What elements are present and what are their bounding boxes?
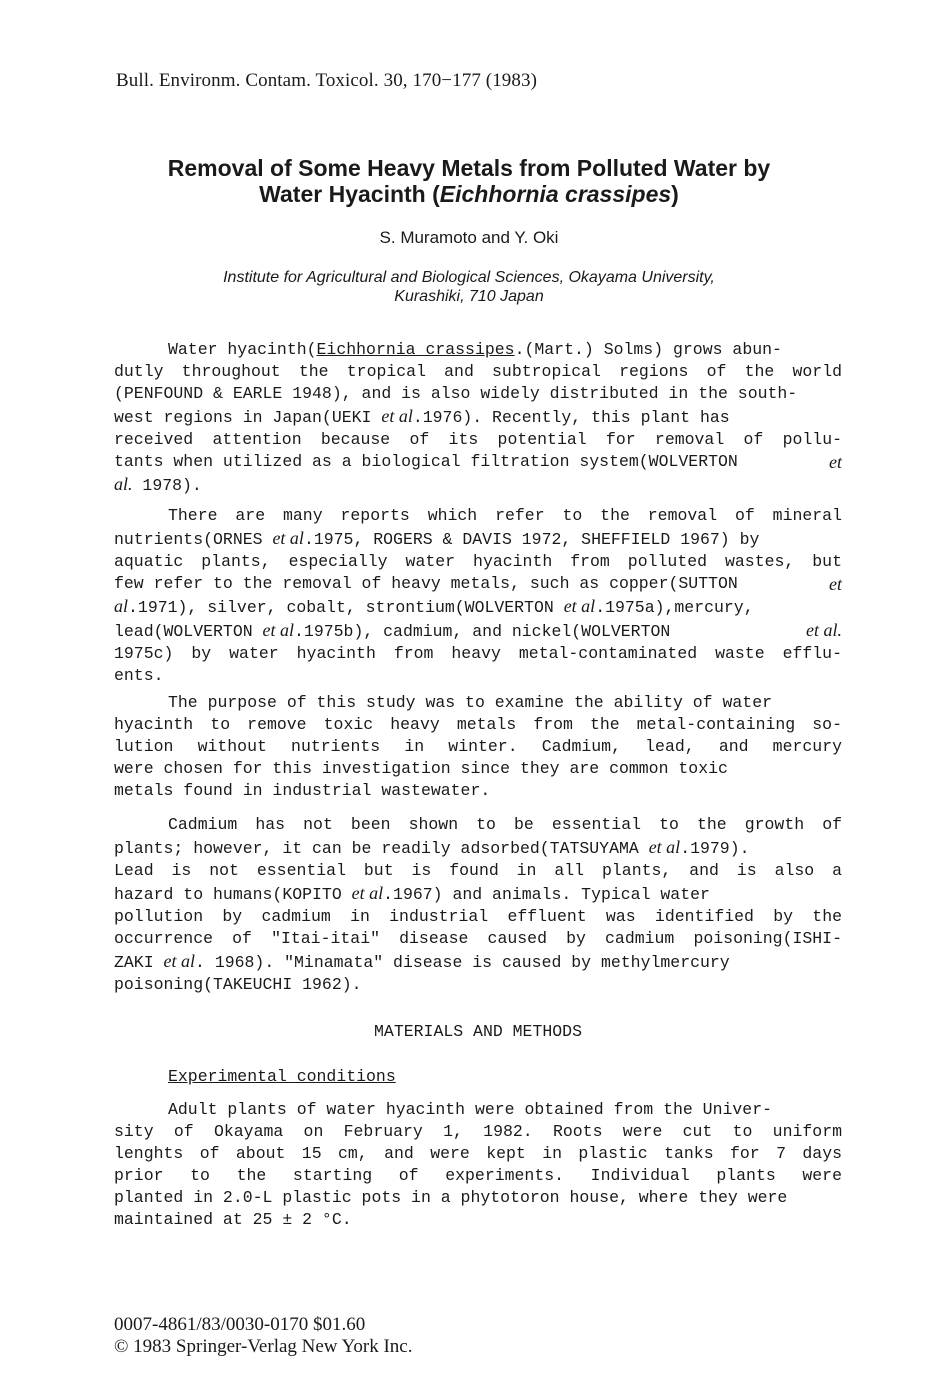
text-line: dutly throughout the tropical and subtropical regions of the world xyxy=(114,362,842,381)
text-line xyxy=(114,619,842,643)
text-line: occurrence of "Itai-itai" disease caused by cadmium poisoning(ISHI- xyxy=(114,929,842,948)
text-line xyxy=(114,595,842,619)
paragraph-literature xyxy=(114,505,842,687)
text-line: were chosen for this investigation since they are common toxic xyxy=(114,759,728,778)
text-line: pollution by cadmium in industrial effluent was identified by the xyxy=(114,907,842,926)
text-line xyxy=(114,836,842,860)
text-line: hyacinth to remove toxic heavy metals from the metal-containing so- xyxy=(114,715,842,734)
text-line: Adult plants of water hyacinth were obtained from the Univer- xyxy=(168,1100,772,1119)
section-heading: MATERIALS AND METHODS xyxy=(374,1022,582,1041)
text-line xyxy=(114,527,842,551)
text-run: nutrients(ORNES xyxy=(114,530,273,549)
text-line: lenghts of about 15 cm, and were kept in plastic tanks for 7 days xyxy=(114,1144,842,1163)
text-run: .1975a),mercury, xyxy=(595,598,754,617)
paper-title xyxy=(60,155,878,207)
text-line: poisoning(TAKEUCHI 1962). xyxy=(114,975,362,994)
text-line xyxy=(114,405,842,429)
price-code: 0007-4861/83/0030-0170 $01.60 xyxy=(114,1314,366,1335)
text-line xyxy=(114,473,842,497)
affiliation-line-2: Kurashiki, 710 Japan xyxy=(394,288,544,305)
page-footer xyxy=(114,1314,412,1358)
text-line: (PENFOUND & EARLE 1948), and is also widely distributed in the south- xyxy=(114,384,798,403)
text-run: .(Mart.) Solms) grows abun- xyxy=(514,340,782,359)
text-run: lead(WOLVERTON xyxy=(114,622,263,641)
affiliation xyxy=(60,268,878,306)
paragraph-introduction xyxy=(114,339,842,497)
text-run: . 1968). "Minamata" disease is caused by methylmercury xyxy=(195,953,730,972)
et-al: al. xyxy=(114,474,133,494)
text-run: ZAKI xyxy=(114,953,164,972)
text-run: .1975b), cadmium, and nickel(WOLVERTON xyxy=(294,622,671,641)
text-run: .1967) and animals. Typical water xyxy=(383,885,710,904)
journal-reference: Bull. Environm. Contam. Toxicol. 30, 170−177 (1983) xyxy=(116,70,538,91)
subsection-heading: Experimental conditions xyxy=(168,1067,396,1086)
text-line xyxy=(114,573,842,595)
text-line: metals found in industrial wastewater. xyxy=(114,781,491,800)
title-species-name: Eichhornia crassipes xyxy=(439,181,672,207)
et-al: et al xyxy=(381,406,413,426)
text-run: .1971), silver, cobalt, strontium(WOLVERTON xyxy=(128,598,564,617)
text-line: aquatic plants, especially water hyacinth from polluted wastes, but xyxy=(114,552,842,571)
text-line: ents. xyxy=(114,666,164,685)
text-run: hazard to humans(KOPITO xyxy=(114,885,352,904)
et-al: et al xyxy=(272,528,304,548)
copyright-notice: © 1983 Springer-Verlag New York Inc. xyxy=(114,1336,413,1357)
title-line-1: Removal of Some Heavy Metals from Polluted Water by xyxy=(167,155,771,181)
text-line: sity of Okayama on February 1, 1982. Roots were cut to uniform xyxy=(114,1122,842,1141)
text-line xyxy=(114,339,842,361)
et-al: et al. xyxy=(806,620,842,640)
paragraph-purpose xyxy=(114,692,842,802)
text-run: 1978). xyxy=(132,476,202,495)
text-line: lution without nutrients in winter. Cadmium, lead, and mercury xyxy=(114,737,842,756)
text-run: tants when utilized as a biological filtration system(WOLVERTON xyxy=(114,452,738,471)
text-line: prior to the starting of experiments. Individual plants were xyxy=(114,1166,842,1185)
text-run: .1979). xyxy=(680,839,750,858)
text-run: west regions in Japan(UEKI xyxy=(114,408,382,427)
et-al: et al xyxy=(262,620,295,640)
text-line xyxy=(114,950,842,974)
text-line: 1975c) by water hyacinth from heavy metal-contaminated waste efflu- xyxy=(114,644,842,663)
et-al: et xyxy=(829,452,842,472)
species-name: Eichhornia crassipes xyxy=(316,340,515,359)
et-al: et al xyxy=(351,883,384,903)
authors: S. Muramoto and Y. Oki xyxy=(379,228,559,247)
paragraph-cadmium xyxy=(114,814,842,996)
text-line: Cadmium has not been shown to be essential to the growth of xyxy=(168,815,842,834)
et-al: et al xyxy=(163,951,196,971)
et-al: et al xyxy=(563,596,596,616)
text-line: There are many reports which refer to the removal of mineral xyxy=(168,506,842,525)
text-line xyxy=(114,451,842,473)
text-line: The purpose of this study was to examine the ability of water xyxy=(168,693,772,712)
text-run: few refer to the removal of heavy metals, such as copper(SUTTON xyxy=(114,574,738,593)
et-al: et al xyxy=(648,837,681,857)
text-line xyxy=(114,882,842,906)
text-run: .1976). Recently, this plant has xyxy=(412,408,730,427)
title-line-2-prefix: Water Hyacinth ( xyxy=(259,181,440,207)
et-al: et xyxy=(829,574,842,594)
text-line: maintained at 25 ± 2 °C. xyxy=(114,1210,352,1229)
text-run: plants; however, it can be readily adsorbed(TATSUYAMA xyxy=(114,839,649,858)
title-line-2-suffix: ) xyxy=(671,181,679,207)
text-line: Lead is not essential but is found in all plants, and is also a xyxy=(114,861,842,880)
text-line: planted in 2.0-L plastic pots in a phytotoron house, where they were xyxy=(114,1188,788,1207)
text-run: Water hyacinth( xyxy=(168,340,317,359)
text-line: received attention because of its potential for removal of pollu- xyxy=(114,430,842,449)
et-al: al xyxy=(114,596,129,616)
paragraph-experimental xyxy=(114,1099,842,1231)
text-run: .1975, ROGERS & DAVIS 1972, SHEFFIELD 1967) by xyxy=(303,530,760,549)
affiliation-line-1: Institute for Agricultural and Biological Sciences, Okayama University, xyxy=(223,269,715,286)
